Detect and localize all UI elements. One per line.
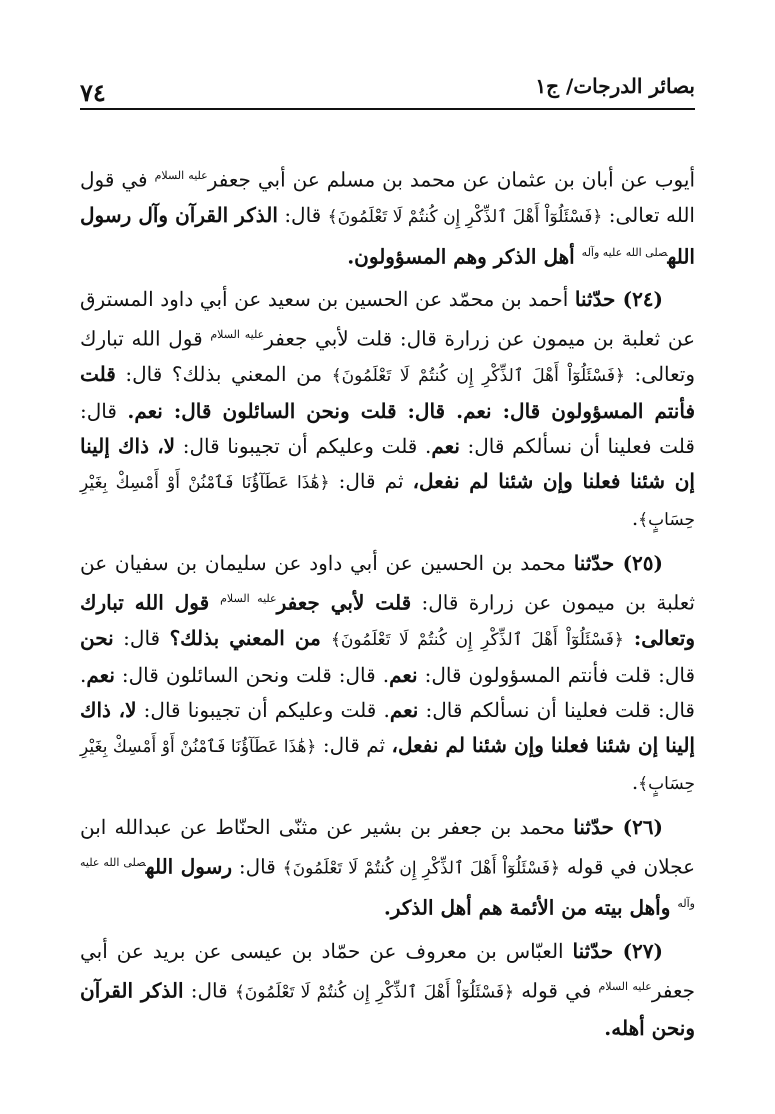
bold-text: أهل الذكر وهم المسؤولون. [347,244,582,269]
bold-text: نعم [389,662,418,687]
text-run: قال: [113,625,170,650]
text-run: . [631,769,639,794]
text-run: العبّاس بن معروف عن حمّاد بن عيسى عن بريد عن أبي جعفر [80,938,696,1003]
text-run: أحمد بن محمّد عن الحسين بن سعيد عن أبي داود المسترق عن ثعلبة بن ميمون عن زرارة قال: قلت لأبي جعفر [80,287,696,351]
text-run: . قلت وعليكم أن تجيبونا قال: [175,433,432,458]
quran-verse: ﴿هَٰذَا عَطَآؤُنَا فَٱمْنُنْ أَوْ أَمْسِكْ بِغَيْرِ حِسَابٍ﴾ [80,472,695,530]
header-rule [80,108,695,110]
bold-text: (٢٧) حدّثنا [572,938,663,963]
honorific: عليه السلام [220,591,277,605]
text-run: . قال: قلت فعلينا أن نسألكم قال: [80,662,695,722]
honorific: صلى الله عليه وآله [80,855,695,911]
text-run: قال: [277,202,328,227]
bold-text: لا، ذاك إلينا إن شئنا فعلنا وإن شئنا لم نفعل، [80,433,695,493]
paragraph [80,158,695,274]
bold-text: نحن [80,625,114,650]
text-run: . قلت وعليكم أن تجيبونا قال: [136,697,390,722]
page-header [80,0,695,112]
bold-text: (٢٤) حدّثنا [574,287,664,312]
honorific: عليه السلام [598,979,652,993]
text-run: . [631,505,639,530]
text-run: محمد بن الحسين عن أبي داود عن سليمان بن سفيان عن ثعلبة بن ميمون عن زرارة قال: [80,550,695,615]
bold-text: الذكر القرآن وآل رسول الله [80,202,695,269]
text-run: قال: قلت فعلينا أن نسألكم قال: [80,398,695,458]
bold-text: نعم [86,662,115,687]
quran-verse: ﴿هَٰذَا عَطَآؤُنَا فَٱمْنُنْ أَوْ أَمْسِكْ بِغَيْرِ حِسَابٍ﴾ [80,736,695,794]
paragraph [80,282,695,538]
bold-text: نعم [431,433,460,458]
bold-text: قلت فأنتم المسؤولون قال: نعم. قال: قلت ونحن السائلون قال: نعم. [80,361,696,423]
text-run: في قوله [514,978,599,1003]
bold-text: من المعني بذلك؟ [169,625,331,650]
quran-verse: ﴿فَسْئَلُوٓاْ أَهْلَ ٱلذِّكْرِ إِن كُنتُمْ لَا تَعْلَمُونَ﴾ [330,629,624,650]
honorific: عليه السلام [210,328,265,342]
text-run: قال: [183,978,235,1003]
paragraph [80,810,695,926]
quran-verse: ﴿فَسْئَلُوٓاْ أَهْلَ ٱلذِّكْرِ إِن كُنتُمْ لَا تَعْلَمُونَ﴾ [234,982,515,1003]
quran-verse: ﴿فَسْئَلُوٓاْ أَهْلَ ٱلذِّكْرِ إِن كُنتُمْ لَا تَعْلَمُونَ﴾ [327,206,603,227]
text-run: قول الله تبارك وتعالى: [80,326,695,386]
bold-text: لا، ذاك إلينا إن شئنا فعلنا وإن شئنا لم نفعل، [80,697,695,757]
honorific: عليه السلام [154,169,208,182]
bold-text: (٢٦) حدّثنا [573,814,664,839]
bold-text: (٢٥) حدّثنا [573,550,663,575]
text-run: أيوب عن أبان بن عثمان عن محمد بن مسلم عن أبي جعفر [207,167,696,192]
text-run: قال: [232,854,283,879]
page-number: ٧٤ [80,78,106,107]
bold-text: الذكر القرآن ونحن أهله. [80,978,695,1040]
quran-verse: ﴿فَسْئَلُوٓاْ أَهْلَ ٱلذِّكْرِ إِن كُنتُمْ لَا تَعْلَمُونَ﴾ [282,858,560,879]
running-title: بصائر الدرجات/ ج١ [535,74,695,98]
text-run: من المعني بذلك؟ قال: [115,361,332,386]
honorific: صلى الله عليه وآله [581,245,668,259]
text-run: ثم قال: [329,468,413,493]
bold-text: نعم [389,697,419,722]
text-run: ثم قال: [316,732,392,757]
text-run: في قول الله تعالى: [80,167,695,227]
text-run: . قال: قلت ونحن السائلون قال: [114,662,390,687]
bold-text: رسول الله [145,854,232,879]
bold-text: قول الله تبارك وتعالى: [80,590,695,650]
quran-verse: ﴿فَسْئَلُوٓاْ أَهْلَ ٱلذِّكْرِ إِن كُنتُمْ لَا تَعْلَمُونَ﴾ [331,365,625,386]
text-run: قال: قلت فأنتم المسؤولون قال: [417,662,695,687]
bold-text: وأهل بيته من الأئمة هم أهل الذكر. [383,895,678,920]
page-body [80,158,695,1046]
paragraph [80,546,695,802]
text-run: محمد بن جعفر بن بشير عن مثنّى الحنّاط عن عبدالله ابن عجلان في قوله [80,814,696,879]
paragraph [80,934,695,1046]
bold-text: قلت لأبي جعفر [276,590,412,615]
